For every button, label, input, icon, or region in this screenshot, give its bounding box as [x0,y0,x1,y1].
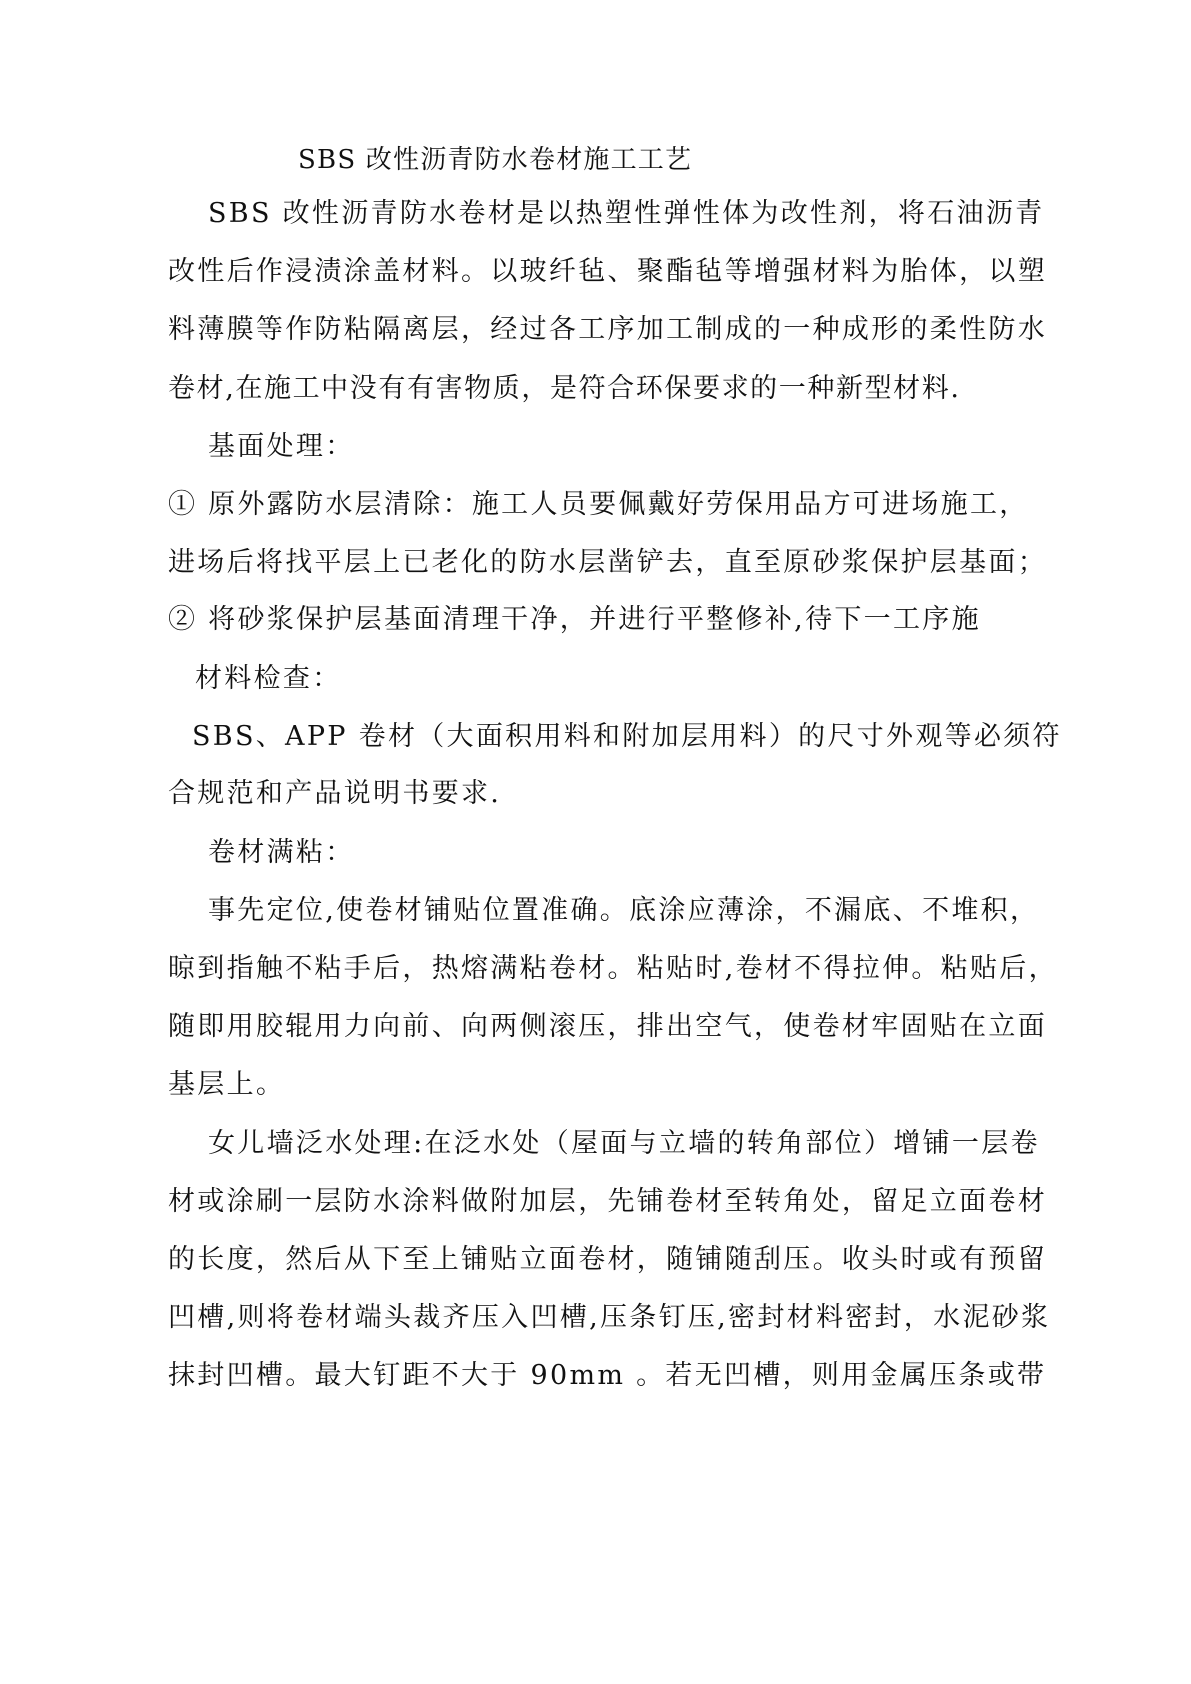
section-heading: 材料检查： [195,663,342,694]
section-heading: 卷材满粘： [208,837,355,868]
paragraph-line: 随即用胶辊用力向前、向两侧滚压，排出空气，使卷材牢固贴在立面 [168,1011,1047,1042]
paragraph-line: 晾到指触不粘手后，热熔满粘卷材。粘贴时,卷材不得拉伸。粘贴后， [168,953,1058,984]
paragraph-line: SBS 改性沥青防水卷材是以热塑性弹性体为改性剂，将石油沥青 [208,198,1045,229]
paragraph-line: SBS、APP 卷材（大面积用料和附加层用料）的尺寸外观等必须符 [192,721,1062,752]
paragraph-line: 合规范和产品说明书要求. [168,778,502,809]
list-item: ② 将砂浆保护层基面清理干净，并进行平整修补,待下一工序施 [168,604,981,635]
paragraph-line: 进场后将找平层上已老化的防水层凿铲去，直至原砂浆保护层基面； [168,547,1047,578]
paragraph-line: 料薄膜等作防粘隔离层，经过各工序加工制成的一种成形的柔性防水 [168,314,1047,345]
paragraph-line: 的长度，然后从下至上铺贴立面卷材，随铺随刮压。收头时或有预留 [168,1244,1047,1275]
paragraph-line: 凹槽,则将卷材端头裁齐压入凹槽,压条钉压,密封材料密封，水泥砂浆 [168,1302,1051,1333]
section-heading: 基面处理： [208,431,355,462]
paragraph-line: 基层上。 [168,1069,286,1100]
paragraph-line: 改性后作浸渍涂盖材料。以玻纤毡、聚酯毡等增强材料为胎体，以塑 [168,256,1047,287]
document-title: SBS 改性沥青防水卷材施工工艺 [298,145,693,175]
paragraph-line: 事先定位,使卷材铺贴位置准确。底涂应薄涂，不漏底、不堆积， [208,895,1040,926]
list-item: ① 原外露防水层清除：施工人员要佩戴好劳保用品方可进场施工， [168,489,1029,520]
paragraph-line: 抹封凹槽。最大钉距不大于 90mm 。若无凹槽，则用金属压条或带 [168,1360,1047,1391]
paragraph-line: 卷材,在施工中没有有害物质，是符合环保要求的一种新型材料. [168,373,961,404]
paragraph-line: 材或涂刷一层防水涂料做附加层，先铺卷材至转角处，留足立面卷材 [168,1186,1047,1217]
paragraph-line: 女儿墙泛水处理:在泛水处（屋面与立墙的转角部位）增铺一层卷 [208,1128,1040,1159]
